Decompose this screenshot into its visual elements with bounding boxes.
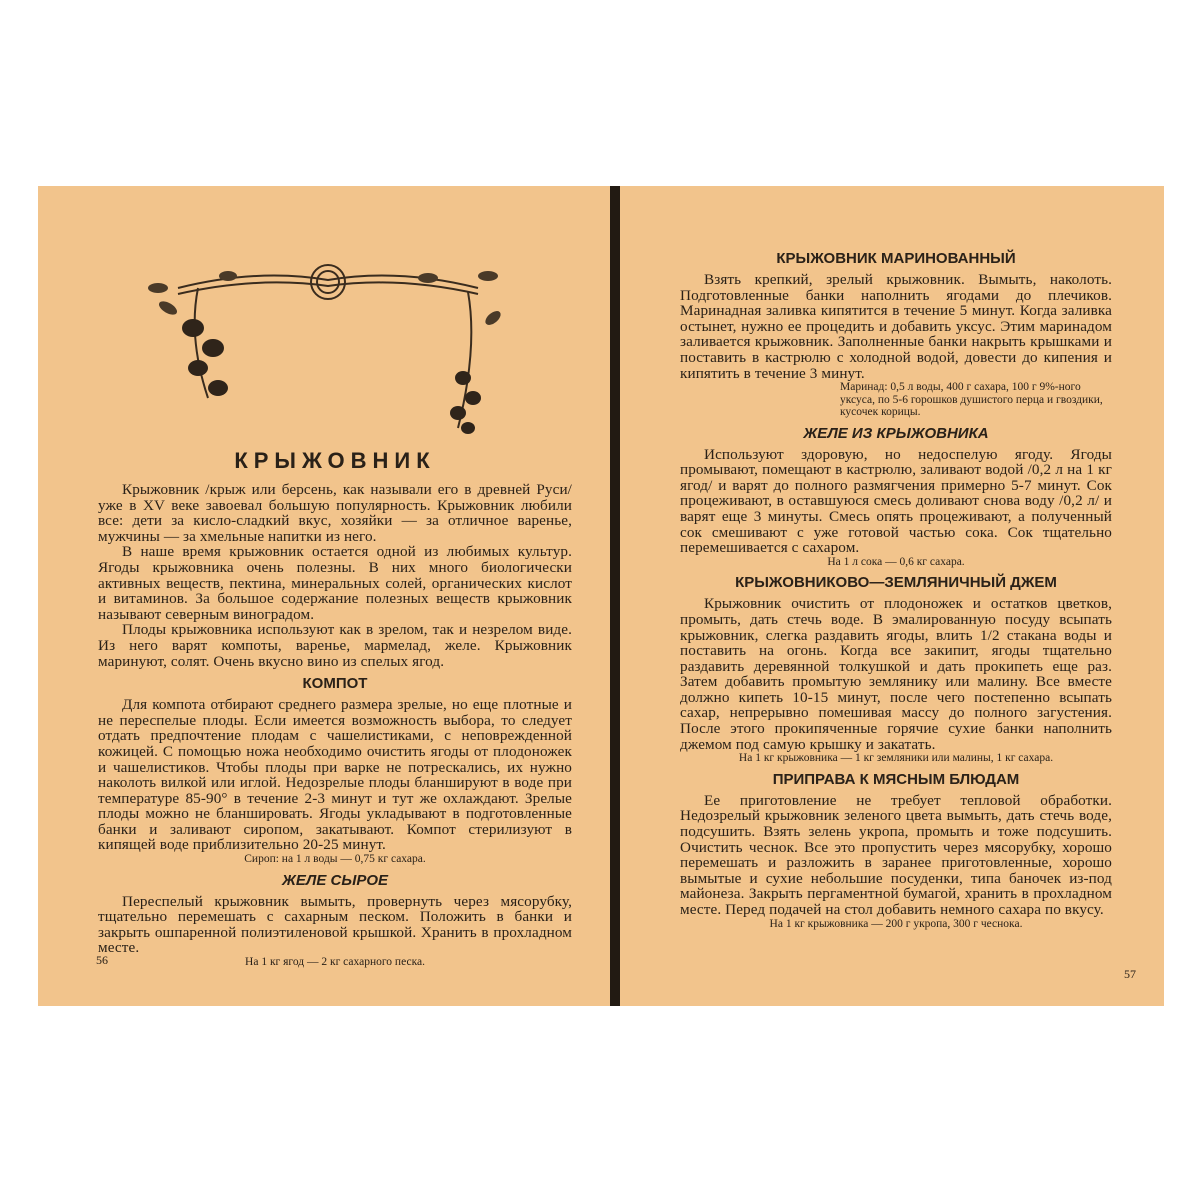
gooseberry-ornament-illustration (138, 258, 518, 448)
left-text-column (98, 448, 572, 970)
marinated-note: Маринад: 0,5 л воды, 400 г сахара, 100 г 9%-ного уксуса, по 5-6 горошков душистого перца и гвоздики, кусочек корицы. (840, 381, 1103, 419)
seasoning-heading: ПРИПРАВА К МЯСНЫМ БЛЮДАМ (772, 770, 1020, 788)
marinated-heading: КРЫЖОВНИК МАРИНОВАННЫЙ (776, 250, 1016, 267)
intro-paragraph-2: В наше время крыжовник остается одной из любимых культур. Ягоды крыжовника очень полезны. В них много биологически активных веществ, пектина, минеральных солей, органических кислот и витаминов. За большое содержание полезных веществ крыжовник называют северным виноградом. (98, 543, 572, 623)
jelly-heading: ЖЕЛЕ ИЗ КРЫЖОВНИКА (803, 424, 989, 442)
compote-heading: КОМПОТ (302, 675, 368, 693)
book-spread (38, 186, 1164, 1006)
left-page (38, 186, 610, 1006)
marinated-text: Взять крепкий, зрелый крыжовник. Вымыть, наколоть. Подготовленные банки наполнить ягодами до плечиков. Маринадная заливка кипятится в течение 5 минут. Когда заливка остынет, нужно ее процедить и добавить уксус. Этим маринадом заливается крыжовник. Заполненные банки накрыть крышками и поставить в кастрюлю с холодной водой, довести до кипения и кипятить в течение 3 минут. (680, 271, 1112, 382)
compote-note: Сироп: на 1 л воды — 0,75 кг сахара. (244, 853, 426, 866)
jam-note: На 1 кг крыжовника — 1 кг земляники или малины, 1 кг сахара. (738, 752, 1054, 765)
raw-jelly-heading: ЖЕЛЕ СЫРОЕ (281, 871, 389, 889)
seasoning-note: На 1 кг крыжовника — 200 г укропа, 300 г чеснока. (769, 917, 1023, 930)
raw-jelly-note: На 1 кг ягод — 2 кг сахарного песка. (245, 955, 425, 968)
right-text-column (680, 244, 1112, 932)
intro-paragraph-1: Крыжовник /крыж или берсень, как называли его в древней Руси/ уже в XV веке завоевал большую популярность. Крыжовник любили все: дети за кисло-сладкий вкус, хозяйки — за отличное варенье, мужчины — за хмельные напитки из него. (98, 481, 572, 545)
compote-text: Для компота отбирают среднего размера зрелые, но еще плотные и не переспелые плоды. Если имеется возможность выбора, то следует отдать предпочтение плодам с чашелистиками, с неповрежденной кожицей. С помощью ножа необходимо очистить ягоды от плодоножек и чашелистиков. Чтобы плоды при варке не потрескались, их нужно наколоть вилкой или иглой. Недозрелые плоды бланшируют в воде при температуре 85-90° в течение 2-3 минут и тут же охлаждают. Зрелые плоды можно не бланшировать. Ягоды укладывают в подготовленные банки и заливают сиропом, закатывают. Компот стерилизуют в кипящей воде приблизительно 20-25 минут. (98, 696, 572, 854)
jelly-text: Используют здоровую, но недоспелую ягоду. Ягоды промывают, помещают в кастрюлю, заливают водой /0,2 л на 1 кг ягод/ и варят до полного размягчения примерно 5-7 минут. Сок процеживают, в оставшуюся смесь доливают снова воду /0,2 л/ и варят еще 3 минуты. Смесь опять процеживают, а полученный сок смешивают с уже готовой частью сока. Сок тщательно перемешивается с сахаром. (680, 445, 1112, 557)
seasoning-text: Ее приготовление не требует тепловой обработки. Недозрелый крыжовник зеленого цвета вымыть, дать стечь воде, подсушить. Взять зелень укропа, промыть и тоже подсушить. Очистить чеснок. Все это пропустить через мясорубку, хорошо перемешать и разложить в заранее приготовленные, хорошо вымытые и сухие небольшие посуденки, типа баночек из-под майонеза. Закрыть пергаментной бумагой, хранить в прохладном месте. Перед подачей на стол добавить немного сахара по вкусу. (680, 791, 1112, 918)
right-page (620, 186, 1164, 1006)
raw-jelly-text: Переспелый крыжовник вымыть, провернуть через мясорубку, тщательно перемешать с сахарным песком. Положить в банки и закрыть ошпаренной полиэтиленовой крышкой. Хранить в прохладном месте. (98, 892, 572, 957)
chapter-title: КРЫЖОВНИК (234, 448, 436, 473)
jam-text: Крыжовник очистить от плодоножек и остатков цветков, промыть, дать стечь воде. В эмалированную посуду всыпать крыжовник, слегка раздавить ягоды, влить 1/2 стакана воды и поставить на огонь. Когда все закипит, ягоды тщательно раздавить деревянной толкушкой и дать прокипеть еще раз. Затем добавить промытую землянику или малину. Все вместе должно кипеть 10-15 минут, после чего постепенно всыпать сахар, непрерывно помешивая массу до полного загустения. После этого прокипяченные горячие сухие банки наполнить джемом под самую крышку и закатать. (680, 595, 1112, 753)
book-gutter (610, 186, 620, 1006)
jam-heading: КРЫЖОВНИКОВО—ЗЕМЛЯНИЧНЫЙ ДЖЕМ (735, 574, 1057, 592)
intro-paragraph-3: Плоды крыжовника используют как в зрелом, так и незрелом виде. Из него варят компоты, варенье, мармелад, желе. Крыжовник маринуют, солят. Очень вкусно вино из спелых ягод. (98, 621, 572, 670)
jelly-note: На 1 л сока — 0,6 кг сахара. (827, 555, 965, 568)
page-number-left: 56 (96, 953, 108, 967)
page-number-right: 57 (1124, 967, 1136, 981)
